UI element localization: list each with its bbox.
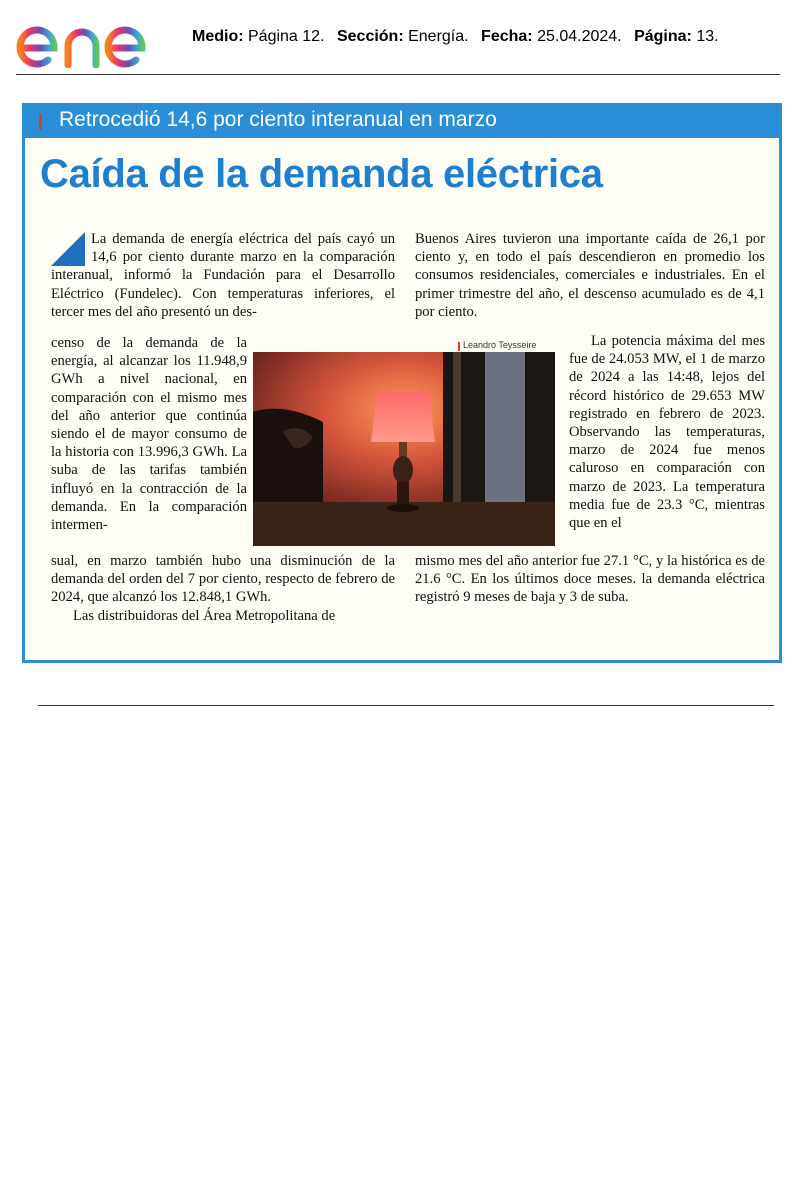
- paragraph-left-narrow: censo de la demanda de la energía, al alcanzar los 11.948,9 GWh a nivel nacional, en comparación con el mismo mes del año anterior que continúa siendo el de mayor consumo de la historia con 13.996,3 GWh. La suba de las tarifas también influyó en la contracción de la demanda. En la comparación intermen-: [51, 335, 247, 534]
- article-left-bottom: [51, 552, 395, 625]
- kicker-mark: [39, 114, 42, 130]
- dropcap-triangle-icon: [51, 232, 85, 266]
- paragraph-left-bottom-2: Las distribuidoras del Área Metropolitana de: [73, 607, 336, 624]
- enel-logo: [14, 10, 180, 68]
- seccion-label: Sección:: [336, 28, 404, 45]
- paragraph-right-narrow: La potencia máxima del mes fue de 24.053 MW, el 1 de marzo de 2024 a las 14:48, lejos del récord histórico de 29.653 MW registrado en febrero de 2023. Observando las temperaturas, marzo de 2024 fue menos caluroso en comparación con marzo de 2023. La temperatura media fue de 23.3 °C, mientras que en el: [569, 333, 765, 532]
- article-left-narrow: [51, 334, 247, 534]
- seccion-value: Energía.: [408, 28, 469, 45]
- paragraph-right-bottom: mismo mes del año anterior fue 27.1 °C, y la histórica es de 21.6 °C. En los últimos doce meses. la demanda eléctrica registró 9 meses de baja y 3 de suba.: [415, 553, 765, 606]
- article-headline: Caída de la demanda eléctrica: [40, 152, 603, 196]
- credit-mark: [458, 342, 460, 351]
- article-left-top: [51, 230, 395, 321]
- paragraph-left-top: La demanda de energía eléctrica del país cayó un 14,6 por ciento durante marzo en la comparación interanual, informó la Fundación para el Desarrollo Eléctrico (Fundelec). Con temperaturas inferiores, el tercer mes del año presentó un des-: [51, 231, 395, 320]
- article-kicker: Retrocedió 14,6 por ciento interanual en marzo: [59, 108, 497, 131]
- pagina-label: Página:: [634, 28, 692, 45]
- medio-label: Medio:: [192, 28, 244, 45]
- article-right-top: [415, 230, 765, 321]
- medio-value: Página 12.: [248, 28, 325, 45]
- header-divider: [16, 74, 780, 75]
- kicker-bar: [25, 106, 779, 138]
- article-photo: [253, 352, 555, 546]
- fecha-value: 25.04.2024.: [537, 28, 622, 45]
- paragraph-left-bottom-1: sual, en marzo también hubo una disminución de la demanda del orden del 7 por ciento, respecto de febrero de 2024, que alcanzó los 12.848,1 GWh.: [51, 553, 395, 606]
- lamp-photo: [253, 352, 555, 546]
- footer-divider: [38, 705, 774, 706]
- photo-credit: Leandro Teysseire: [463, 340, 537, 350]
- article-right-narrow: [569, 332, 765, 532]
- article-clipping: [22, 103, 782, 663]
- pagina-value: 13.: [696, 28, 719, 45]
- fecha-label: Fecha:: [481, 28, 533, 45]
- publication-meta: [192, 28, 719, 46]
- article-right-bottom: [415, 552, 765, 607]
- paragraph-right-top: Buenos Aires tuvieron una importante caída de 26,1 por ciento y, en todo el país descendieron en promedio los consumos residenciales, comerciales e industriales. En el primer trimestre del año, el descenso acumulado es de 4,1 por ciento.: [415, 231, 765, 320]
